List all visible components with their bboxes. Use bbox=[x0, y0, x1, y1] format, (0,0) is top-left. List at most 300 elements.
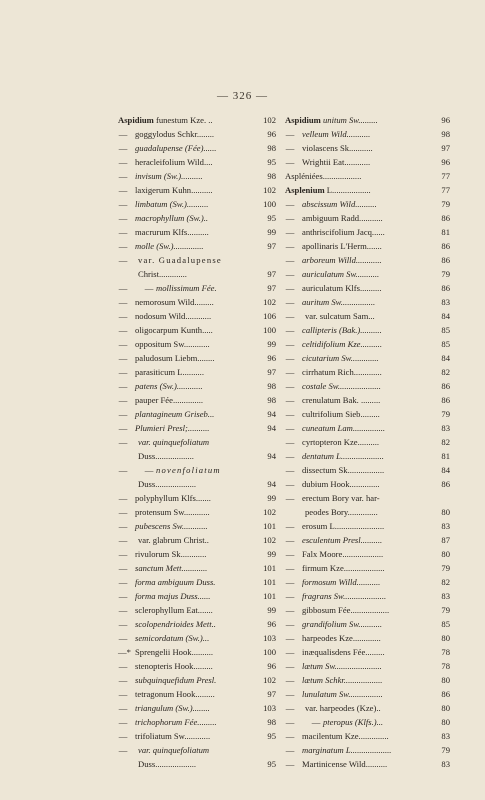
species-name: lætum Sw...................... bbox=[302, 661, 382, 671]
index-entry bbox=[285, 743, 450, 757]
page-reference: 97 bbox=[441, 143, 450, 153]
page-reference: 100 bbox=[263, 199, 276, 209]
ditto-dash: — bbox=[285, 241, 295, 251]
ditto-dash: — bbox=[285, 493, 295, 503]
page-reference: 95 bbox=[267, 157, 276, 167]
index-entry bbox=[285, 673, 450, 687]
index-entry bbox=[285, 491, 450, 505]
page-reference: 97 bbox=[267, 689, 276, 699]
page-reference: 80 bbox=[441, 717, 450, 727]
genus-entry bbox=[285, 113, 378, 127]
ditto-dash: — bbox=[285, 213, 295, 223]
ditto-dash: — bbox=[118, 381, 128, 391]
index-entry bbox=[285, 421, 450, 435]
page-reference: 82 bbox=[441, 367, 450, 377]
species-name: Wrightii Eat............ bbox=[302, 157, 371, 167]
ditto-dash: — bbox=[118, 689, 128, 699]
page-reference: 86 bbox=[441, 283, 450, 293]
page-reference: 99 bbox=[267, 549, 276, 559]
ditto-dash: — bbox=[285, 367, 295, 377]
species-name: Falx Moore................... bbox=[302, 549, 384, 559]
index-entry bbox=[118, 701, 276, 715]
index-entry bbox=[285, 575, 450, 589]
ditto-dash: — bbox=[118, 619, 128, 629]
page-reference: 79 bbox=[441, 563, 450, 573]
page-reference: 96 bbox=[441, 115, 450, 125]
index-entry bbox=[285, 281, 450, 295]
index-entry bbox=[285, 687, 450, 701]
page-reference: 102 bbox=[263, 675, 276, 685]
species-name: pteropus (Klfs.)... bbox=[323, 717, 384, 727]
page-reference: 80 bbox=[441, 633, 450, 643]
ditto-dash: — bbox=[285, 689, 295, 699]
page-reference: 98 bbox=[441, 129, 450, 139]
ditto-dash: — bbox=[118, 731, 128, 741]
index-entry bbox=[118, 197, 276, 211]
page-reference: 94 bbox=[267, 409, 276, 419]
section-heading: Aspléniées.................. bbox=[285, 171, 362, 181]
species-name: cicutarium Sw............. bbox=[302, 353, 379, 363]
species-name: apollinaris L'Herm....... bbox=[302, 241, 382, 251]
ditto-dash: — bbox=[118, 437, 128, 447]
page-reference: 95 bbox=[267, 731, 276, 741]
species-name: inæqualisdens Fée......... bbox=[302, 647, 385, 657]
species-name: formosum Willd........... bbox=[302, 577, 381, 587]
index-entry bbox=[118, 365, 276, 379]
ditto-dash: — bbox=[118, 423, 128, 433]
page-reference: 102 bbox=[263, 185, 276, 195]
species-name: sclerophyllum Eat....... bbox=[135, 605, 213, 615]
index-entry bbox=[118, 211, 276, 225]
species-name: costale Sw.................... bbox=[302, 381, 381, 391]
ditto-dash: —* bbox=[118, 647, 131, 657]
page-reference: 96 bbox=[267, 619, 276, 629]
page-reference: 79 bbox=[441, 199, 450, 209]
page-reference: 86 bbox=[441, 381, 450, 391]
page-reference: 95 bbox=[267, 759, 276, 769]
index-entry bbox=[118, 575, 276, 589]
species-name: laxigerum Kuhn.......... bbox=[135, 185, 213, 195]
index-entry bbox=[285, 351, 450, 365]
ditto-dash: — bbox=[285, 759, 295, 769]
index-entry bbox=[118, 645, 276, 659]
ditto-dash: — bbox=[118, 157, 128, 167]
species-name: fragrans Sw.................... bbox=[302, 591, 387, 601]
species-name: peodes Bory.............. bbox=[305, 507, 378, 517]
page-reference: 99 bbox=[267, 227, 276, 237]
page-reference: 81 bbox=[441, 227, 450, 237]
page-reference: 98 bbox=[267, 143, 276, 153]
ditto-dash: — bbox=[118, 549, 128, 559]
species-name: triangulum (Sw.)........ bbox=[135, 703, 210, 713]
species-name: stenopteris Hook......... bbox=[135, 661, 213, 671]
index-entry bbox=[118, 141, 276, 155]
page-reference: 102 bbox=[263, 115, 276, 125]
species-name: esculentum Presl.......... bbox=[302, 535, 383, 545]
index-entry bbox=[285, 295, 450, 309]
ditto-dash: — bbox=[285, 283, 295, 293]
ditto-dash: — bbox=[118, 703, 128, 713]
page-reference: 79 bbox=[441, 409, 450, 419]
ditto-dash: — bbox=[118, 199, 128, 209]
species-name: abscissum Wild.......... bbox=[302, 199, 377, 209]
ditto-dash: — bbox=[285, 395, 295, 405]
index-entry bbox=[285, 379, 450, 393]
species-name: firmum Kze................... bbox=[302, 563, 385, 573]
index-entry bbox=[118, 715, 276, 729]
species-name: rivulorum Sk............ bbox=[135, 549, 207, 559]
index-entry bbox=[118, 519, 276, 533]
index-entry bbox=[285, 449, 450, 463]
page-reference: 98 bbox=[267, 395, 276, 405]
ditto-dash: — bbox=[118, 717, 128, 727]
species-name: var. glabrum Christ.. bbox=[138, 535, 209, 545]
page-reference: 97 bbox=[267, 269, 276, 279]
ditto-dash: — bbox=[285, 535, 295, 545]
ditto-dash: — bbox=[118, 185, 128, 195]
index-entry bbox=[118, 631, 276, 645]
species-name: guadalupense (Fée)...... bbox=[135, 143, 217, 153]
page-reference: 101 bbox=[263, 563, 276, 573]
species-name: sanctum Mett............ bbox=[135, 563, 208, 573]
index-entry bbox=[118, 589, 276, 603]
ditto-dash: — bbox=[118, 171, 128, 181]
ditto-dash: — bbox=[285, 311, 295, 321]
species-name: harpeodes Kze............. bbox=[302, 633, 381, 643]
genus-entry bbox=[285, 183, 371, 197]
index-entry bbox=[285, 757, 450, 771]
page-reference: 80 bbox=[441, 675, 450, 685]
index-entry bbox=[118, 155, 276, 169]
species-name: var. harpeodes (Kze).. bbox=[305, 703, 381, 713]
species-name: violascens Sk........... bbox=[302, 143, 373, 153]
page-reference: 83 bbox=[441, 731, 450, 741]
index-entry bbox=[285, 463, 450, 477]
ditto-dash: — bbox=[285, 563, 295, 573]
ditto-dash: — bbox=[285, 465, 295, 475]
species-name: unitum Sw......... bbox=[320, 115, 378, 125]
species-name: protensum Sw............ bbox=[135, 507, 210, 517]
ditto-dash: — bbox=[285, 647, 295, 657]
ditto-dash: — bbox=[285, 633, 295, 643]
page-reference: 101 bbox=[263, 521, 276, 531]
index-entry bbox=[118, 743, 276, 757]
index-entry bbox=[118, 169, 276, 183]
ditto-dash: — bbox=[285, 157, 295, 167]
species-name: dubium Hook.............. bbox=[302, 479, 380, 489]
index-entry bbox=[285, 645, 450, 659]
species-name: parasiticum L.......... bbox=[135, 367, 204, 377]
page-reference: 96 bbox=[267, 129, 276, 139]
page-reference: 86 bbox=[441, 689, 450, 699]
species-name: grandifolium Sw........... bbox=[302, 619, 383, 629]
species-name: pubescens Sw............ bbox=[135, 521, 208, 531]
index-entry bbox=[118, 183, 276, 197]
index-entry bbox=[285, 197, 450, 211]
ditto-dash: — bbox=[285, 577, 295, 587]
page-reference: 77 bbox=[441, 171, 450, 181]
ditto-dash: — bbox=[285, 325, 295, 335]
species-name: L.................. bbox=[324, 185, 371, 195]
ditto-dash: — bbox=[118, 311, 128, 321]
index-entry bbox=[118, 477, 276, 491]
page-reference: 86 bbox=[441, 479, 450, 489]
ditto-dash: — bbox=[118, 395, 128, 405]
ditto-dash: — bbox=[118, 591, 128, 601]
index-entry bbox=[118, 757, 276, 771]
page-reference: 80 bbox=[441, 549, 450, 559]
species-name: cuneatum Lam............... bbox=[302, 423, 386, 433]
page-reference: 96 bbox=[267, 661, 276, 671]
page-reference: 82 bbox=[441, 437, 450, 447]
index-entry bbox=[118, 533, 276, 547]
ditto-dash: — bbox=[118, 213, 128, 223]
ditto-dash: — bbox=[118, 633, 128, 643]
ditto-dash: — bbox=[285, 409, 295, 419]
ditto-dash: — bbox=[285, 437, 295, 447]
index-entry bbox=[285, 323, 450, 337]
index-entry bbox=[118, 435, 276, 449]
species-name: cyrtopteron Kze.......... bbox=[302, 437, 380, 447]
species-name: subquinquefidum Presl. bbox=[135, 675, 217, 685]
index-entry bbox=[285, 617, 450, 631]
ditto-dash: — bbox=[285, 619, 295, 629]
ditto-dash: — bbox=[285, 255, 295, 265]
ditto-dash: — bbox=[118, 339, 128, 349]
species-name: Christ............. bbox=[138, 269, 187, 279]
page-reference: 99 bbox=[267, 605, 276, 615]
page-reference: 103 bbox=[263, 633, 276, 643]
ditto-dash: — bbox=[285, 703, 295, 713]
ditto-dash: — bbox=[118, 353, 128, 363]
page-reference: 87 bbox=[441, 535, 450, 545]
species-name: oppositum Sw............ bbox=[135, 339, 210, 349]
species-name: nemorosum Wild......... bbox=[135, 297, 214, 307]
index-column-left bbox=[118, 113, 276, 771]
ditto-dash: — bbox=[285, 381, 295, 391]
ditto-dash: — bbox=[285, 297, 295, 307]
index-entry bbox=[285, 533, 450, 547]
ditto-dash: — bbox=[285, 339, 295, 349]
ditto-dash: — bbox=[285, 661, 295, 671]
ditto-dash: — bbox=[285, 717, 295, 727]
index-entry bbox=[118, 351, 276, 365]
index-entry bbox=[285, 603, 450, 617]
species-name: nodosum Wild............ bbox=[135, 311, 212, 321]
index-entry bbox=[285, 547, 450, 561]
page-reference: 100 bbox=[263, 325, 276, 335]
species-name: anthriscifolium Jacq...... bbox=[302, 227, 385, 237]
ditto-dash: — bbox=[118, 535, 128, 545]
page-reference: 84 bbox=[441, 465, 450, 475]
species-name: pauper Fée.............. bbox=[135, 395, 204, 405]
ditto-dash: — bbox=[118, 605, 128, 615]
index-entry bbox=[285, 169, 450, 183]
species-name: lætum Schkr.................. bbox=[302, 675, 383, 685]
ditto-dash: — bbox=[285, 199, 295, 209]
species-name: molle (Sw.).............. bbox=[135, 241, 204, 251]
page-reference: 79 bbox=[441, 605, 450, 615]
index-entry bbox=[118, 267, 276, 281]
species-name: patens (Sw.)............ bbox=[135, 381, 203, 391]
index-entry bbox=[285, 309, 450, 323]
index-entry bbox=[285, 337, 450, 351]
index-entry bbox=[118, 407, 276, 421]
ditto-dash: — bbox=[285, 423, 295, 433]
species-name: gibbosum Fée.................. bbox=[302, 605, 390, 615]
species-name: cirrhatum Rich............. bbox=[302, 367, 382, 377]
ditto-dash: — bbox=[285, 143, 295, 153]
species-name: Martinicense Wild.......... bbox=[302, 759, 388, 769]
ditto-dash: — bbox=[285, 591, 295, 601]
index-entry bbox=[118, 729, 276, 743]
index-entry bbox=[118, 379, 276, 393]
page-reference: 100 bbox=[263, 647, 276, 657]
index-entry bbox=[285, 701, 450, 715]
page-reference: 102 bbox=[263, 535, 276, 545]
species-name: paludosum Liebm........ bbox=[135, 353, 215, 363]
index-entry bbox=[118, 561, 276, 575]
page-reference: 86 bbox=[441, 241, 450, 251]
index-entry bbox=[118, 603, 276, 617]
index-entry bbox=[285, 365, 450, 379]
page-reference: 85 bbox=[441, 619, 450, 629]
ditto-dash: — bbox=[285, 605, 295, 615]
species-name: goggylodus Schkr........ bbox=[135, 129, 215, 139]
ditto-dash: — bbox=[285, 675, 295, 685]
species-name: forma majus Duss...... bbox=[135, 591, 211, 601]
species-name: ambiguum Radd........... bbox=[302, 213, 383, 223]
species-name: forma ambiguum Duss. bbox=[135, 577, 216, 587]
ditto-dash: — bbox=[285, 521, 295, 531]
index-entry bbox=[118, 463, 276, 477]
index-entry bbox=[285, 435, 450, 449]
index-entry bbox=[118, 449, 276, 463]
index-entry bbox=[118, 253, 276, 267]
index-entry bbox=[285, 239, 450, 253]
index-entry bbox=[118, 687, 276, 701]
species-name: auriculatum Sw........... bbox=[302, 269, 380, 279]
species-name: Duss.................. bbox=[138, 451, 194, 461]
index-entry bbox=[285, 631, 450, 645]
species-name: invisum (Sw.).......... bbox=[135, 171, 203, 181]
species-name: lunulatum Sw................ bbox=[302, 689, 383, 699]
species-name: mollissimum Fée. bbox=[156, 283, 217, 293]
species-name: tetragonum Hook......... bbox=[135, 689, 215, 699]
genus-name: Aspidium bbox=[285, 115, 321, 125]
ditto-dash: — bbox=[118, 493, 128, 503]
species-name: var. Guadalupense bbox=[138, 255, 222, 265]
ditto-dash: — bbox=[118, 283, 128, 293]
index-entry bbox=[285, 393, 450, 407]
index-entry bbox=[118, 239, 276, 253]
page-reference: 97 bbox=[267, 283, 276, 293]
ditto-dash: — bbox=[118, 507, 128, 517]
ditto-dash: — bbox=[118, 661, 128, 671]
page-reference: 82 bbox=[441, 577, 450, 587]
genus-name: Asplenium bbox=[285, 185, 325, 195]
ditto-dash: — bbox=[285, 745, 295, 755]
species-name: polyphyllum Klfs....... bbox=[135, 493, 211, 503]
species-name: plantagineum Griseb... bbox=[135, 409, 215, 419]
page-reference: 83 bbox=[441, 521, 450, 531]
species-name: crenulatum Bak. ......... bbox=[302, 395, 381, 405]
page-reference: 95 bbox=[267, 213, 276, 223]
page-reference: 106 bbox=[263, 311, 276, 321]
page-reference: 98 bbox=[267, 381, 276, 391]
species-name: erectum Bory var. har- bbox=[302, 493, 380, 503]
species-name: marginatum L................... bbox=[302, 745, 392, 755]
index-entry bbox=[118, 127, 276, 141]
page-reference: 98 bbox=[267, 717, 276, 727]
species-name: trifoliatum Sw............ bbox=[135, 731, 211, 741]
page-number: — 326 — bbox=[217, 90, 268, 102]
ditto-dash: — bbox=[118, 409, 128, 419]
ditto-dash: — bbox=[285, 479, 295, 489]
index-entry bbox=[285, 267, 450, 281]
species-name: Duss................... bbox=[138, 479, 197, 489]
ditto-dash: — bbox=[285, 353, 295, 363]
page-reference: 81 bbox=[441, 451, 450, 461]
ditto-dash: — bbox=[118, 129, 128, 139]
page-reference: 78 bbox=[441, 661, 450, 671]
index-entry bbox=[118, 421, 276, 435]
species-name: celtidifolium Kze.......... bbox=[302, 339, 382, 349]
index-entry bbox=[118, 309, 276, 323]
index-entry bbox=[118, 225, 276, 239]
species-name: macilentum Kze.............. bbox=[302, 731, 389, 741]
page-reference: 84 bbox=[441, 353, 450, 363]
page-reference: 79 bbox=[441, 269, 450, 279]
page-reference: 97 bbox=[267, 367, 276, 377]
ditto-dash: — bbox=[118, 577, 128, 587]
index-entry bbox=[285, 589, 450, 603]
species-name: limbatum (Sw.).......... bbox=[135, 199, 209, 209]
index-entry bbox=[118, 281, 276, 295]
page-reference: 102 bbox=[263, 297, 276, 307]
index-entry bbox=[285, 407, 450, 421]
ditto-dash: — bbox=[118, 465, 128, 475]
index-entry bbox=[285, 183, 450, 197]
ditto-dash: — bbox=[118, 367, 128, 377]
ditto-dash: — bbox=[118, 521, 128, 531]
page-reference: 80 bbox=[441, 703, 450, 713]
page-reference: 83 bbox=[441, 423, 450, 433]
ditto-dash: — bbox=[118, 297, 128, 307]
ditto-dash: — bbox=[285, 129, 295, 139]
ditto-dash: — bbox=[285, 731, 295, 741]
page-reference: 86 bbox=[441, 213, 450, 223]
index-entry bbox=[118, 547, 276, 561]
index-entry bbox=[285, 715, 450, 729]
index-entry bbox=[118, 393, 276, 407]
page-reference: 102 bbox=[263, 507, 276, 517]
index-entry bbox=[118, 295, 276, 309]
page-reference: 99 bbox=[267, 339, 276, 349]
page-reference: 101 bbox=[263, 591, 276, 601]
ditto-dash: — bbox=[144, 465, 154, 475]
index-entry bbox=[285, 211, 450, 225]
species-name: oligocarpum Kunth..... bbox=[135, 325, 213, 335]
page-reference: 99 bbox=[267, 493, 276, 503]
page-reference: 103 bbox=[263, 703, 276, 713]
ditto-dash: — bbox=[118, 325, 128, 335]
species-name: cultrifolium Sieb......... bbox=[302, 409, 380, 419]
page-reference: 83 bbox=[441, 759, 450, 769]
index-entry bbox=[118, 659, 276, 673]
page-reference: 94 bbox=[267, 423, 276, 433]
species-name: heracleifolium Wild.... bbox=[135, 157, 213, 167]
